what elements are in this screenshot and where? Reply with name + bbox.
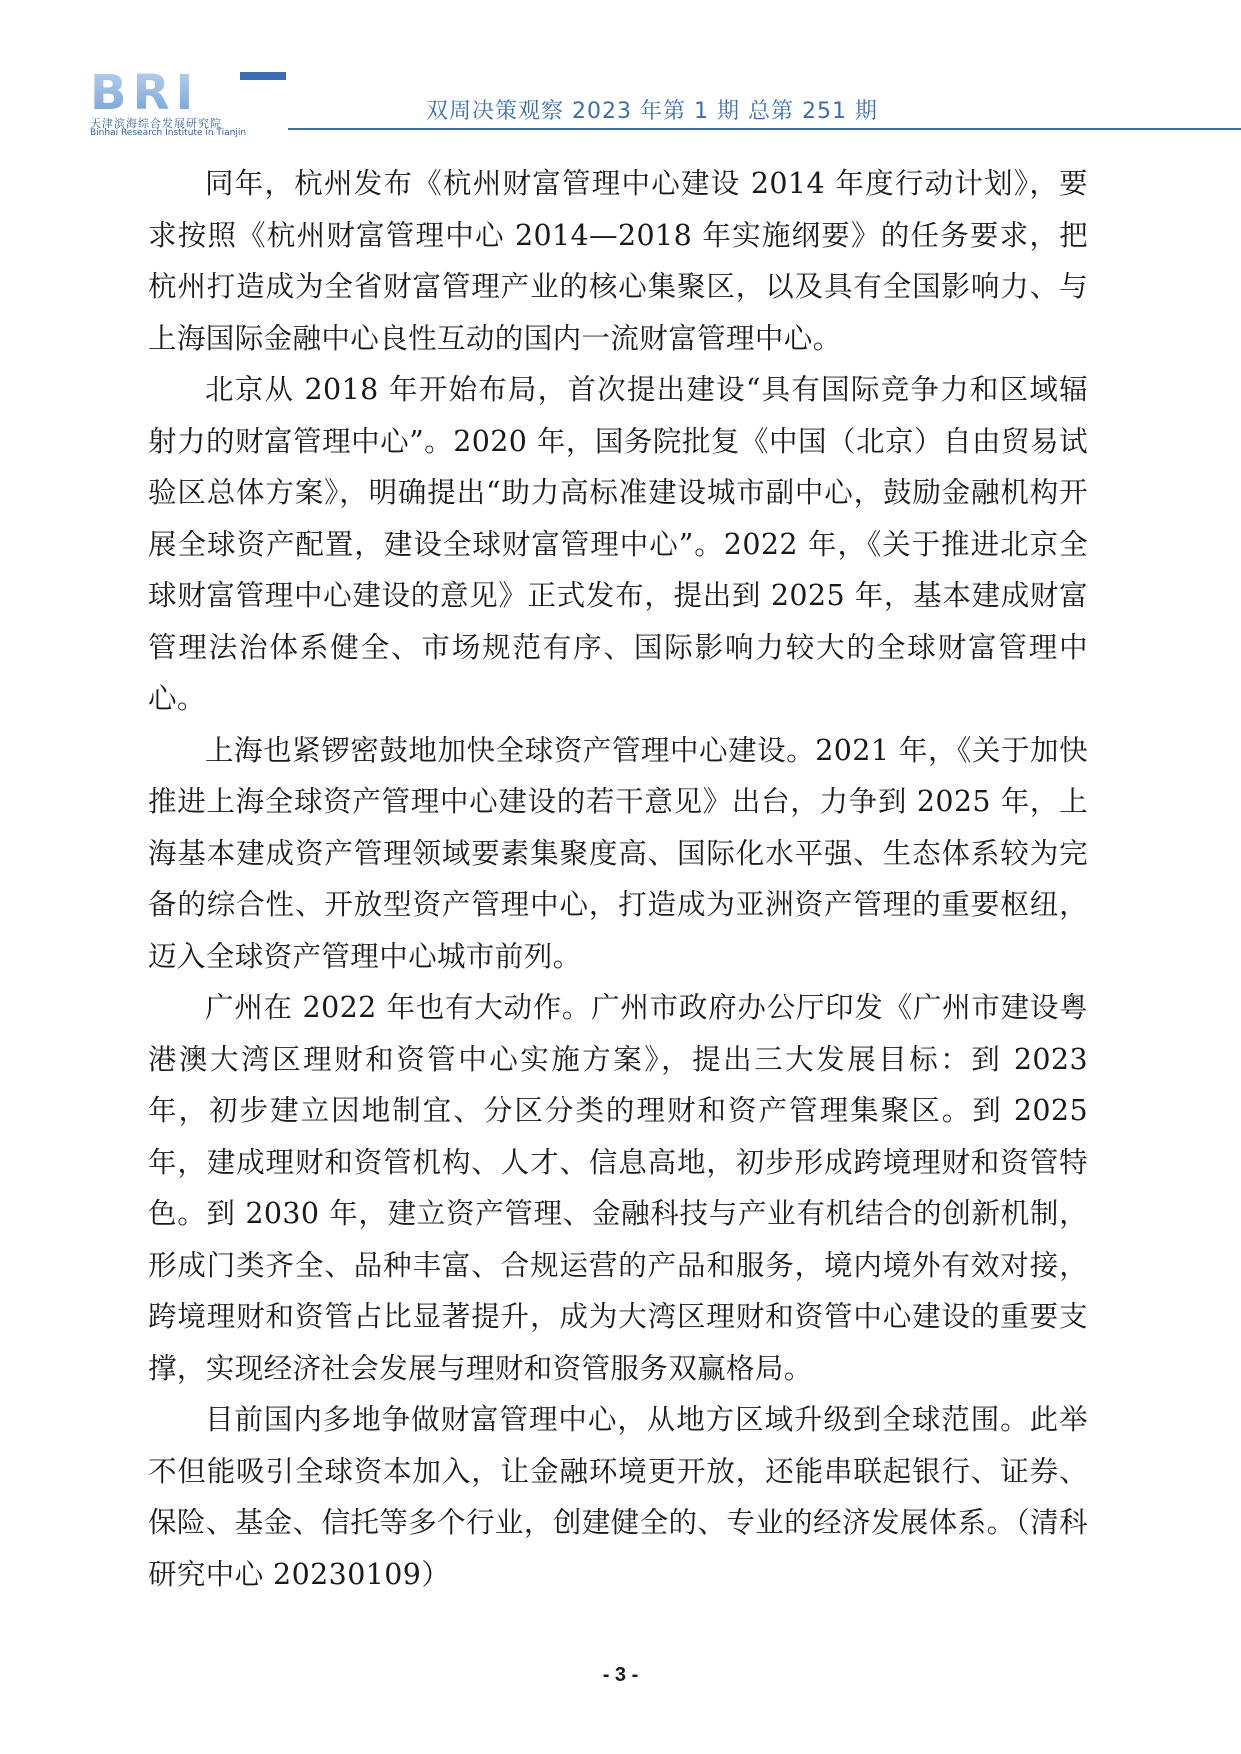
logo-accent-bar (240, 72, 286, 80)
header-divider (288, 128, 1241, 130)
paragraph-shanghai: 上海也紧锣密鼓地加快全球资产管理中心建设。2021 年，《关于加快推进上海全球资产管理中心建设的若干意见》出台，力争到 2025 年，上海基本建成资产管理领域要素集聚度高、国际化水平强、生态体系较为完备的综合性、开放型资产管理中心，打造成为亚洲资产管理的重要枢纽，迈入全球资产管理中心城市前列。 (148, 733, 1088, 973)
paragraph-beijing: 北京从 2018 年开始布局，首次提出建设“具有国际竞争力和区域辐射力的财富管理中心”。2020 年，国务院批复《中国（北京）自由贸易试验区总体方案》，明确提出“助力高标准建设城市副中心，鼓励金融机构开展全球资产配置，建设全球财富管理中心”。2022 年，《关于推进北京全球财富管理中心建设的意见》正式发布，提出到 2025 年，基本建成财富管理法治体系健全、市场规范有序、国际影响力较大的全球财富管理中心。 (148, 373, 1088, 715)
publication-title: 双周决策观察 2023 年第 1 期 总第 251 期 (426, 99, 878, 124)
bri-logo-mark (90, 68, 290, 112)
logo-letters: BRI (90, 68, 200, 112)
logo-chinese-name: 天津滨海综合发展研究院 (90, 117, 222, 130)
page-header (0, 0, 1241, 150)
paragraph-summary: 目前国内多地争做财富管理中心，从地方区域升级到全球范围。此举不但能吸引全球资本加入，让金融环境更开放，还能串联起银行、证券、保险、基金、信托等多个行业，创建健全的、专业的经济发展体系。（清科研究中心 20230109） (148, 1403, 1088, 1591)
page-number: - 3 - (602, 1664, 639, 1686)
paragraph-hangzhou: 同年，杭州发布《杭州财富管理中心建设 2014 年度行动计划》，要求按照《杭州财富管理中心 2014—2018 年实施纲要》的任务要求，把杭州打造成为全省财富管理产业的核心集聚区，以及具有全国影响力、与上海国际金融中心良性互动的国内一流财富管理中心。 (148, 167, 1088, 355)
paragraph-guangzhou: 广州在 2022 年也有大动作。广州市政府办公厅印发《广州市建设粤港澳大湾区理财和资管中心实施方案》，提出三大发展目标：到 2023 年，初步建立因地制宜、分区分类的理财和资产管理集聚区。到 2025 年，建成理财和资管机构、人才、信息高地，初步形成跨境理财和资管特色。到 2030 年，建立资产管理、金融科技与产业有机结合的创新机制，形成门类齐全、品种丰富、合规运营的产品和服务，境内境外有效对接，跨境理财和资管占比显著提升，成为大湾区理财和资管中心建设的重要支撑，实现经济社会发展与理财和资管服务双赢格局。 (148, 991, 1088, 1385)
logo-english-name: Binhai Research Institute in Tianjin (90, 128, 247, 138)
article-body (148, 158, 1088, 1600)
bri-logo (90, 68, 290, 140)
